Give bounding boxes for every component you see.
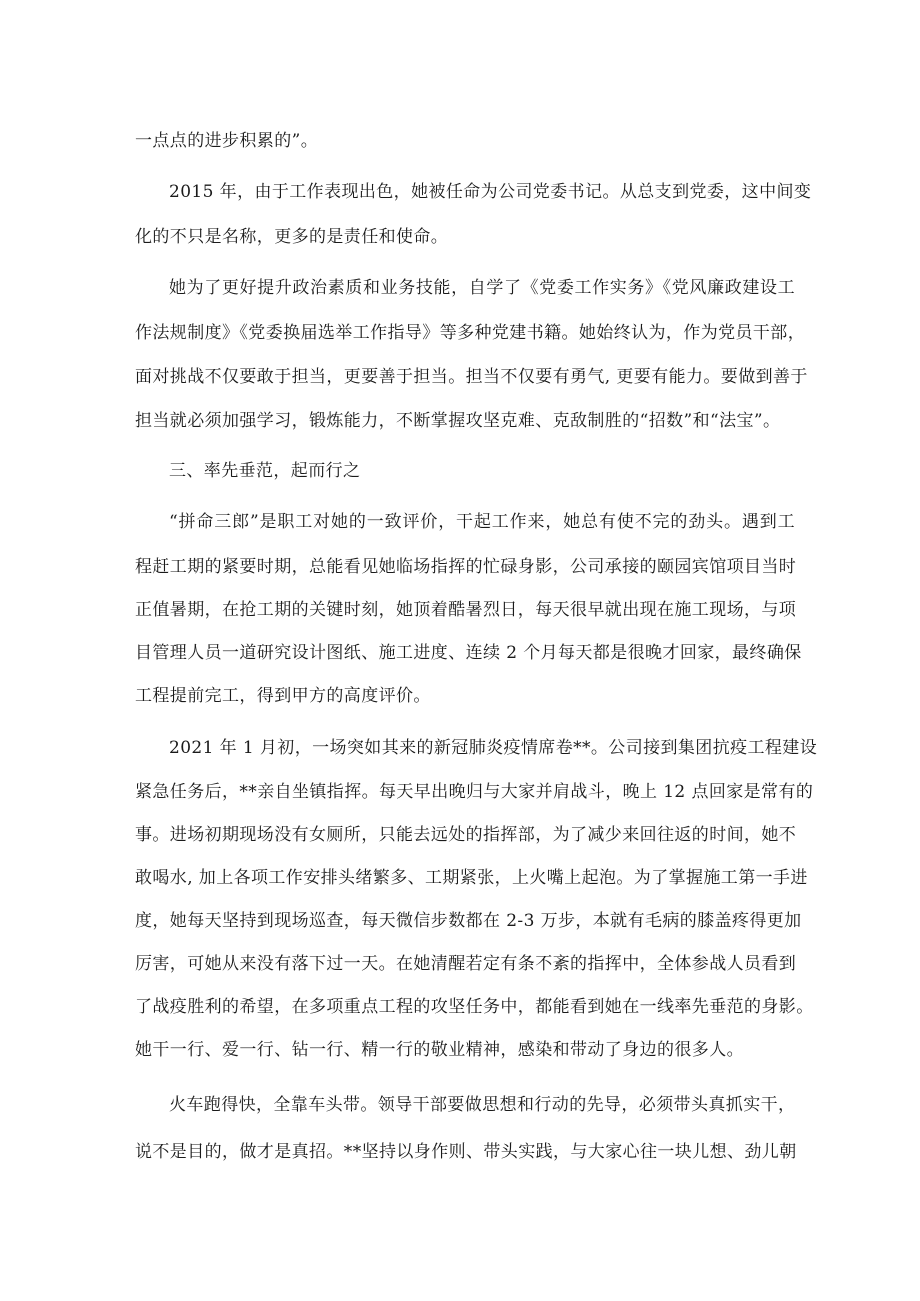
paragraph-line: 她干一行、爱一行、钻一行、精一行的敬业精神，感染和带动了身边的很多人。 xyxy=(135,1040,744,1060)
paragraph-line: 化的不只是名称，更多的是责任和使命。 xyxy=(135,227,449,247)
paragraph-line: 目管理人员一道研究设计图纸、施工进度、连续 2 个月每天都是很晚才回家，最终确保 xyxy=(135,643,802,663)
paragraph-line: 厉害，可她从来没有落下过一天。在她清醒若定有条不紊的指挥中，全体参战人员看到 xyxy=(135,954,797,974)
paragraph-line: 一点点的进步积累的”。 xyxy=(135,131,319,151)
paragraph-line: 说不是目的，做才是真招。**坚持以身作则、带头实践，与大家心往一块儿想、劲儿朝 xyxy=(135,1142,797,1162)
paragraph-line: 作法规制度》《党委换届选举工作指导》等多种党建书籍。她始终认为，作为党员干部， xyxy=(135,323,806,343)
paragraph-line: 2021 年 1 月初，一场突如其来的新冠肺炎疫情席卷**。公司接到集团抗疫工程建设 xyxy=(169,738,818,758)
paragraph-line: 面对挑战不仅要敢于担当，更要善于担当。担当不仅要有勇气, 更要有能力。要做到善于 xyxy=(135,367,808,387)
paragraph-line: 担当就必须加强学习，锻炼能力，不断掌握攻坚克难、克敌制胜的“招数”和“法宝”。 xyxy=(135,411,781,431)
paragraph-line: 紧急任务后，**亲自坐镇指挥。每天早出晚归与大家并肩战斗，晚上 12 点回家是常有的 xyxy=(135,782,814,802)
paragraph-line: 事。进场初期现场没有女厕所，只能去远处的指挥部，为了减少来回往返的时间，她不 xyxy=(135,825,797,845)
paragraph-line: 正值暑期，在抢工期的关键时刻，她顶着酷暑烈日，每天很早就出现在施工现场，与项 xyxy=(135,600,797,620)
paragraph-line: “拼命三郎”是职工对她的一致评价，干起工作来，她总有使不完的劲头。遇到工 xyxy=(169,512,795,532)
paragraph-line: 她为了更好提升政治素质和业务技能，自学了《党委工作实务》《党风廉政建设工 xyxy=(169,278,795,298)
paragraph-line: 度，她每天坚持到现场巡查，每天微信步数都在 2-3 万步，本就有毛病的膝盖疼得更加 xyxy=(135,911,802,931)
paragraph-line: 程赶工期的紧要时期，总能看见她临场指挥的忙碌身影，公司承接的颐园宾馆项目当时 xyxy=(135,557,797,577)
paragraph-line: 了战疫胜利的希望，在多项重点工程的攻坚任务中，都能看到她在一线率先垂范的身影。 xyxy=(135,997,814,1017)
paragraph-line: 敢喝水, 加上各项工作安排头绪繁多、工期紧张，上火嘴上起泡。为了掌握施工第一手进 xyxy=(135,868,808,888)
paragraph-line: 工程提前完工，得到甲方的高度评价。 xyxy=(135,686,431,706)
paragraph-line: 2015 年，由于工作表现出色，她被任命为公司党委书记。从总支到党委，这中间变 xyxy=(169,182,812,202)
paragraph-line: 火车跑得快，全靠车头带。领导干部要做思想和行动的先导，必须带头真抓实干， xyxy=(169,1095,796,1115)
section-heading: 三、率先垂范，起而行之 xyxy=(169,461,361,481)
